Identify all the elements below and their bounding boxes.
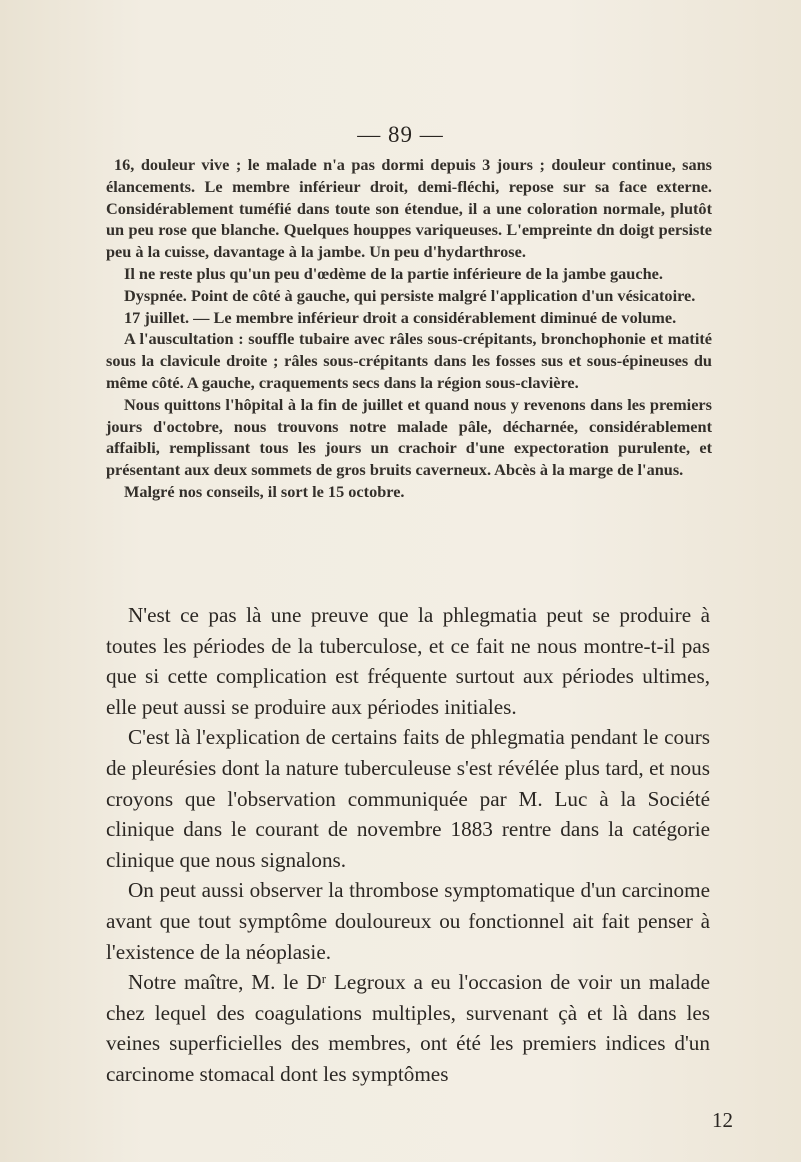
body-paragraph: Notre maître, M. le Dʳ Legroux a eu l'occasion de voir un malade chez lequel des coagulations multiples, survenant çà et là dans les veines superficielles des membres, ont été les premiers indices d'un carcinome stomacal dont les symptômes <box>106 970 710 1086</box>
signature-mark: 12 <box>712 1108 733 1132</box>
body-paragraph: On peut aussi observer la thrombose symptomatique d'un carcinome avant que tout symptôme douloureux ou fonctionnel ait fait penser à l'existence de la néoplasie. <box>106 878 710 964</box>
observation-paragraph: A l'auscultation : souffle tubaire avec râles sous-crépitants, bronchophonie et matité sous la clavicule droite ; râles sous-crépitants dans les fosses sus et sous-épineuses du même côté. A gauche, craquements secs dans la région sous-clavière. <box>106 329 712 392</box>
body-paragraph: C'est là l'explication de certains faits de phlegmatia pendant le cours de pleurésies dont la nature tuberculeuse s'est révélée plus tard, et nous croyons que l'observation communiquée par M. Luc à la Société clinique dans le courant de novembre 1883 rentre dans la catégorie clinique que nous signalons. <box>106 725 710 872</box>
main-text <box>106 600 710 1090</box>
observation-paragraph: 16, douleur vive ; le malade n'a pas dormi depuis 3 jours ; douleur continue, sans élancements. Le membre inférieur droit, demi-fléchi, repose sur sa face externe. Considérablement tuméfié dans toute son étendue, il a une coloration normale, plutôt un peu rose que blanche. Quelques houppes variqueuses. L'empreinte dn doigt persiste peu à la cuisse, davantage à la jambe. Un peu d'hydarthrose. <box>106 155 712 262</box>
observation-text <box>106 154 712 503</box>
body-paragraph: N'est ce pas là une preuve que la phlegmatia peut se produire à toutes les périodes de la tuberculose, et ce fait ne nous montre-t-il pas que si cette complication est fréquente surtout aux périodes ultimes, elle peut aussi se produire aux périodes initiales. <box>106 603 710 719</box>
observation-paragraph: 17 juillet. — Le membre inférieur droit a considérablement diminué de volume. <box>124 307 677 327</box>
page-number: — 89 — <box>357 122 444 147</box>
observation-paragraph: Nous quittons l'hôpital à la fin de juillet et quand nous y revenons dans les premiers jours d'octobre, nous trouvons notre malade pâle, décharnée, considérablement affaibli, remplissant tous les jours un crachoir d'une expectoration purulente, et présentant aux deux sommets de gros bruits caverneux. Abcès à la marge de l'anus. <box>106 394 712 480</box>
observation-paragraph: Malgré nos conseils, il sort le 15 octobre. <box>124 481 405 501</box>
observation-paragraph: Dyspnée. Point de côté à gauche, qui persiste malgré l'application d'un vésicatoire. <box>124 285 696 305</box>
observation-paragraph: Il ne reste plus qu'un peu d'œdème de la partie inférieure de la jambe gauche. <box>124 263 663 283</box>
